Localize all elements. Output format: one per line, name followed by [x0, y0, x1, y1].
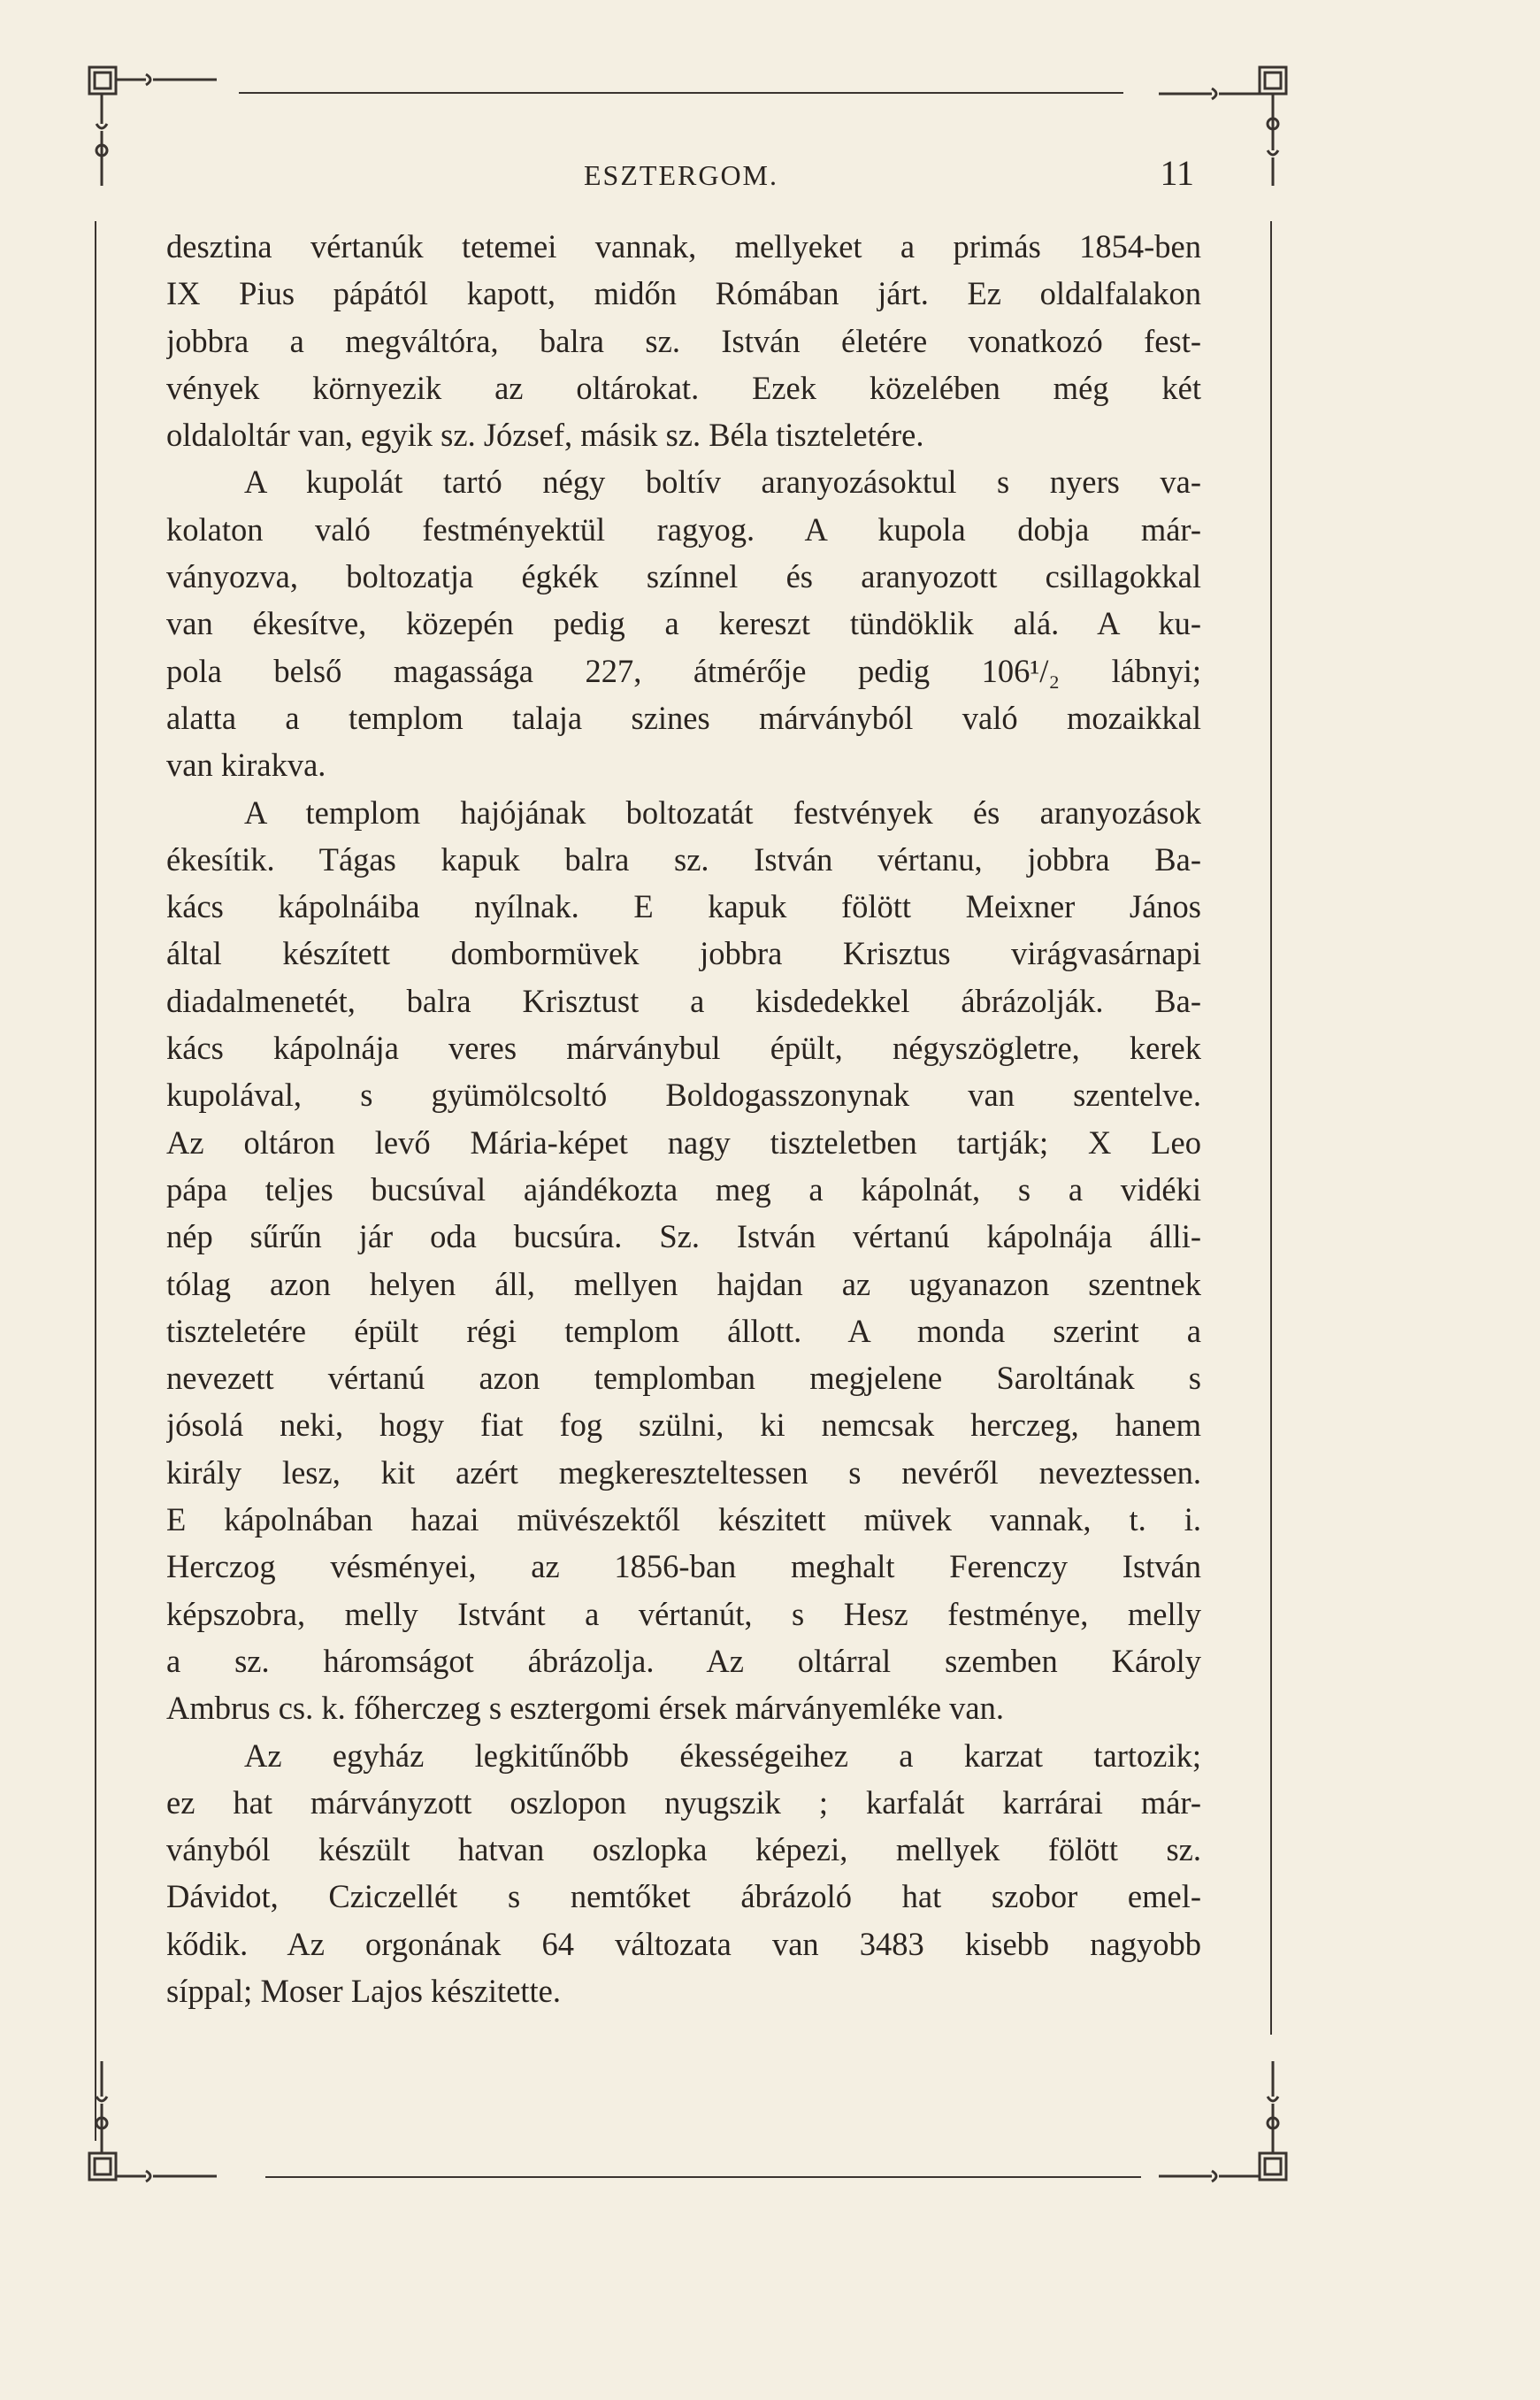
text-line: A kupolát tartó négy boltív aranyozásoktul s nyers va- [244, 464, 1201, 501]
text-line: pola belső magassága 227, átmérője pedig 106¹/₂ lábnyi; [166, 652, 1201, 689]
text-line: képszobra, melly Istvánt a vértanút, s Hesz festménye, melly [166, 1595, 1201, 1632]
right-ornamental-rule [1270, 221, 1272, 2035]
text-line: vények környezik az oltárokat. Ezek közelében még két [166, 369, 1201, 406]
running-header [168, 149, 1194, 202]
text-line: a sz. háromságot ábrázolja. Az oltárral szemben Károly [166, 1642, 1201, 1679]
text-line: Ambrus cs. k. főherczeg s esztergomi érsek márványemléke van. [166, 1690, 1004, 1727]
text-line: kődik. Az orgonának 64 változata van 3483 kisebb nagyobb [166, 1925, 1201, 1962]
text-line: ez hat márványzott oszlopon nyugszik ; karfalát karrárai már- [166, 1783, 1201, 1821]
text-line: Az oltáron levő Mária-képet nagy tiszteletben tartják; X Leo [166, 1123, 1201, 1161]
text-line: pápa teljes bucsúval ajándékozta meg a kápolnát, s a vidéki [166, 1170, 1201, 1208]
body-text [166, 223, 1201, 2014]
text-line: Dávidot, Cziczellét s nemtőket ábrázoló hat szobor emel- [166, 1878, 1201, 1915]
text-line: nevezett vértanú azon templomban megjelene Saroltának s [166, 1360, 1201, 1397]
page-title: ESZTERGOM. [584, 159, 778, 191]
text-line: desztina vértanúk tetemei vannak, mellyeket a primás 1854-ben [166, 228, 1201, 265]
text-line: jobbra a megváltóra, balra sz. István életére vonatkozó fest- [166, 322, 1201, 359]
text-line: tiszteletére épült régi templom állott. A monda szerint a [166, 1312, 1201, 1349]
text-line: tólag azon helyen áll, mellyen hajdan az ugyanazon szentnek [166, 1265, 1201, 1302]
text-line: ványból készült hatvan oszlopka képezi, mellyek fölött sz. [166, 1831, 1201, 1868]
text-line: Herczog vésményei, az 1856-ban meghalt Ferenczy István [166, 1548, 1201, 1585]
text-line: jósolá neki, hogy fiat fog szülni, ki nemcsak herczeg, hanem [166, 1407, 1201, 1444]
text-line: kolaton való festményektül ragyog. A kupola dobja már- [166, 510, 1201, 548]
text-line: Az egyház legkitűnőbb ékességeihez a karzat tartozik; [244, 1737, 1201, 1774]
bottom-left-ornament-icon [84, 2061, 217, 2185]
text-line: alatta a templom talaja szines márványból való mozaikkal [166, 699, 1201, 736]
bottom-ornamental-rule [265, 2176, 1141, 2178]
text-line: által készített dombormüvek jobbra Krisztus virágvasárnapi [166, 935, 1201, 972]
text-line: nép sűrűn jár oda bucsúra. Sz. István vértanú kápolnája álli- [166, 1218, 1201, 1255]
text-line: van kirakva. [166, 747, 326, 784]
top-ornamental-rule [239, 92, 1123, 94]
text-line: kács kápolnáiba nyílnak. E kapuk fölött Meixner János [166, 888, 1201, 925]
text-line: IX Pius pápától kapott, midőn Rómában járt. Ez oldalfalakon [166, 275, 1201, 312]
text-line: síppal; Moser Lajos készitette. [166, 1972, 562, 2009]
text-line: E kápolnában hazai müvészektől készitett müvek vannak, t. i. [166, 1501, 1201, 1538]
text-line: diadalmenetét, balra Krisztust a kisdedekkel ábrázolják. Ba- [166, 982, 1201, 1019]
text-line: ványozva, boltozatja égkék színnel és aranyozott csillagokkal [166, 558, 1201, 595]
text-line: ékesítik. Tágas kapuk balra sz. István vértanu, jobbra Ba- [166, 840, 1201, 878]
text-line: A templom hajójának boltozatát festvények és aranyozások [244, 794, 1201, 831]
page-number: 11 [1160, 153, 1194, 193]
text-line: király lesz, kit azért megkereszteltessen s nevéről neveztessen. [166, 1453, 1201, 1491]
bottom-right-ornament-icon [1159, 2061, 1291, 2185]
text-line: kács kápolnája veres márványbul épült, négyszögletre, kerek [166, 1030, 1201, 1067]
text-line: oldaloltár van, egyik sz. József, másik sz. Béla tiszteletére. [166, 417, 924, 454]
left-ornamental-rule [95, 221, 96, 2141]
text-line: van ékesítve, közepén pedig a kereszt tündöklik alá. A ku- [166, 605, 1201, 642]
text-line: kupolával, s gyümölcsoltó Boldogasszonynak van szentelve. [166, 1077, 1201, 1114]
